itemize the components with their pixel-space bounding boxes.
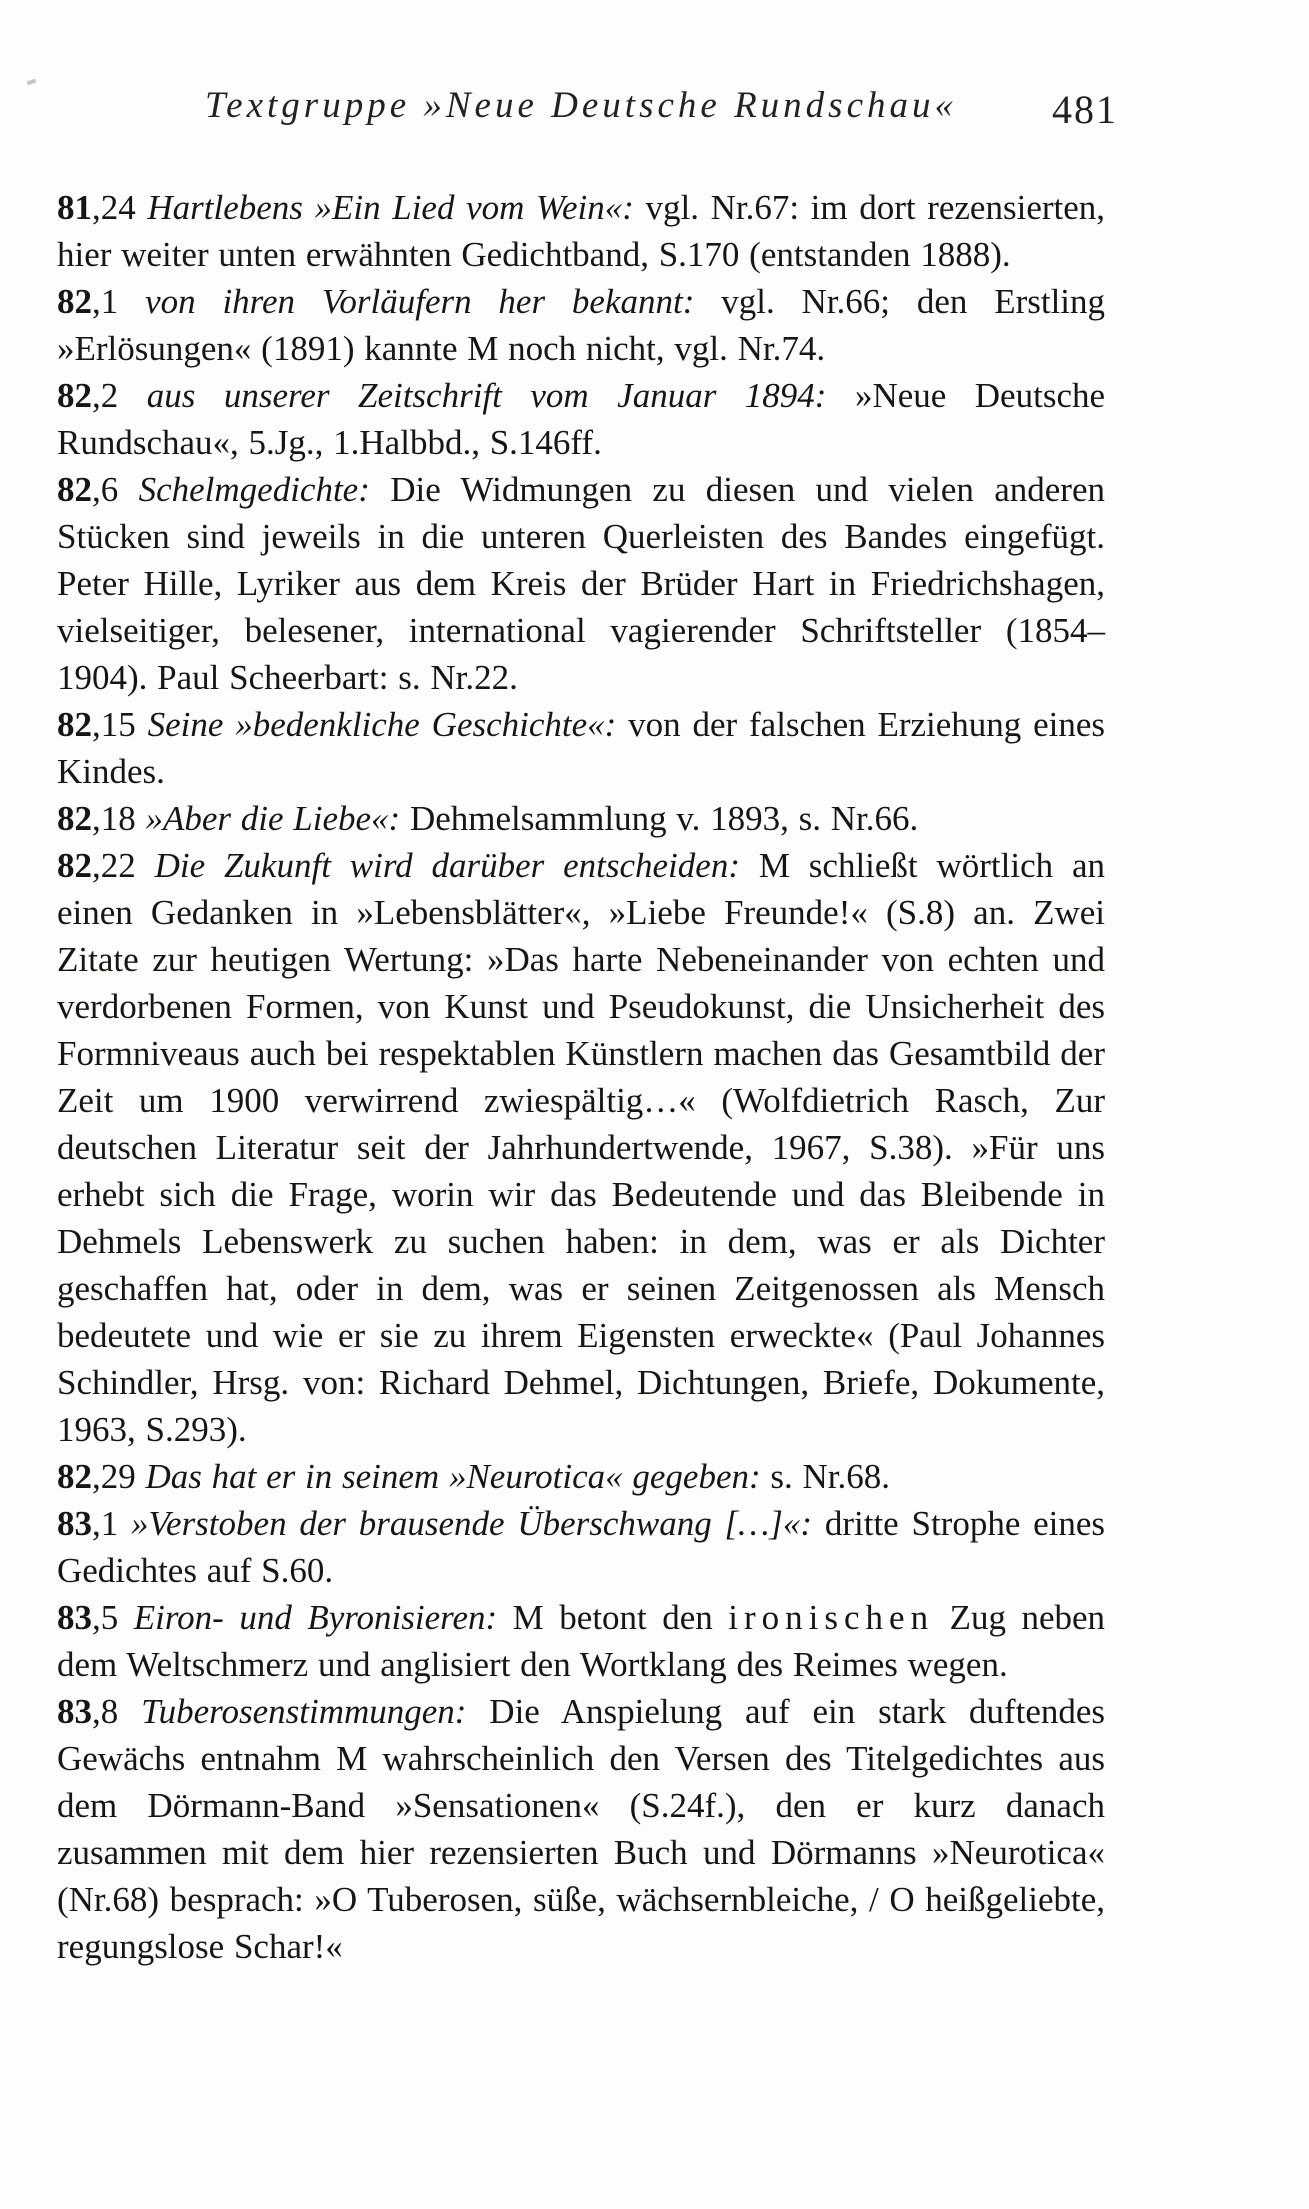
entry — [57, 1594, 1105, 1688]
entry-lemma: aus unserer Zeitschrift vom Januar 1894: — [146, 376, 827, 415]
entry-line: ,1 — [92, 282, 119, 321]
entry-lemma: Hartlebens »Ein Lied vom Wein«: — [147, 188, 634, 227]
entry-text: Dehmelsammlung v. 1893, s. Nr.66. — [409, 799, 919, 838]
entry-line: ,22 — [92, 846, 136, 885]
entry-ref: 83 — [57, 1504, 92, 1543]
entry — [57, 372, 1105, 466]
entry-text: Die Widmungen zu diesen und vielen anderen Stücken sind jeweils in die unteren Querleisten des Bandes eingefügt. Peter Hille, Lyriker aus dem Kreis der Brüder Hart in Friedrichshagen, vielseitiger, belesener, international vagierender Schriftsteller (1854–1904). Paul Scheerbart: s. Nr.22. — [57, 470, 1106, 697]
entry-line: ,29 — [92, 1457, 136, 1496]
entry-line: ,24 — [92, 188, 136, 227]
entry-text: »Neue Deutsche Rundschau«, 5.Jg., 1.Halbbd., S.146ff. — [57, 376, 1106, 462]
entry — [57, 701, 1105, 795]
entry-ref: 82 — [57, 1457, 92, 1496]
running-head: Textgruppe »Neue Deutsche Rundschau« — [205, 85, 957, 126]
entry-ref: 82 — [57, 470, 92, 509]
entry-ref: 82 — [57, 799, 92, 838]
entry — [57, 842, 1105, 1453]
entry — [57, 1500, 1105, 1594]
page-number: 481 — [1052, 87, 1118, 132]
entry-lemma: von ihren Vorläufern her bekannt: — [145, 282, 695, 321]
entry — [57, 1688, 1105, 1970]
entry-lemma: Schelmgedichte: — [138, 470, 370, 509]
entry-lemma: Tuberosenstimmungen: — [141, 1692, 467, 1731]
entry-line: ,5 — [92, 1598, 119, 1637]
entry-text: vgl. Nr.66; den Erstling »Erlösungen« (1891) kannte M noch nicht, vgl. Nr.74. — [57, 282, 1106, 368]
entry-ref: 83 — [57, 1598, 92, 1637]
entry-text: Die Anspielung auf ein stark duftendes Gewächs entnahm M wahrscheinlich den Versen des Titelgedichtes aus dem Dörmann-Band »Sensationen« (S.24f.), den er kurz danach zusammen mit dem hier rezensierten Buch und Dörmanns »Neurotica« (Nr.68) besprach: »O Tuberosen, süße, wächsernbleiche, / O heißgeliebte, regungslose Schar!« — [57, 1692, 1106, 1966]
entry-ref: 82 — [57, 846, 92, 885]
entry-ref: 82 — [57, 282, 92, 321]
entry-text: von der falschen Erziehung eines Kindes. — [57, 705, 1106, 791]
entry-lemma: »Verstoben der brausende Überschwang […]«: — [131, 1504, 813, 1543]
entry-lemma: Das hat er in seinem »Neurotica« gegeben: — [145, 1457, 761, 1496]
entry — [57, 184, 1105, 278]
entry-line: ,6 — [92, 470, 119, 509]
entry — [57, 1453, 1105, 1500]
entry-line: ,18 — [92, 799, 136, 838]
entry-text: dritte Strophe eines Gedichtes auf S.60. — [57, 1504, 1106, 1590]
entry-text-pre: M betont den — [512, 1598, 713, 1637]
entry-text: M schließt wörtlich an einen Gedanken in »Lebensblätter«, »Liebe Freunde!« (S.8) an. Zwei Zitate zur heutigen Wertung: »Das harte Nebeneinander von echten und verdorbenen Formen, von Kunst und Pseudokunst, die Unsicherheit des Formniveaus auch bei respektablen Künstlern machen das Gesamtbild der Zeit um 1900 verwirrend zwiespältig…« (Wolfdietrich Rasch, Zur deutschen Literatur seit der Jahrhundertwende, 1967, S.38). »Für uns erhebt sich die Frage, worin wir das Bedeutende und das Bleibende in Dehmels Lebenswerk zu suchen haben: in dem, was er als Dichter geschaffen hat, oder in dem, was er seinen Zeitgenossen als Mensch bedeutete und wie er sie zu ihrem Eigensten erweckte« (Paul Johannes Schindler, Hrsg. von: Richard Dehmel, Dichtungen, Briefe, Dokumente, 1963, S.293). — [57, 846, 1106, 1449]
commentary-block — [57, 184, 1105, 1970]
entry-line: ,15 — [92, 705, 136, 744]
entry-ref: 82 — [57, 376, 92, 415]
entry-text-post: Zug neben dem Weltschmerz und anglisiert den Wortklang des Reimes wegen. — [57, 1598, 1106, 1684]
entry — [57, 795, 1105, 842]
entry-line: ,2 — [92, 376, 119, 415]
entry-ref: 81 — [57, 188, 92, 227]
entry-text: vgl. Nr.67: im dort rezensierten, hier weiter unten erwähnten Gedichtband, S.170 (entstanden 1888). — [57, 188, 1106, 274]
entry — [57, 466, 1105, 701]
entry-lemma: Eiron- und Byronisieren: — [133, 1598, 498, 1637]
scan-artifact — [27, 79, 37, 86]
entry-line: ,8 — [92, 1692, 119, 1731]
entry-lemma: Seine »bedenkliche Geschichte«: — [147, 705, 617, 744]
entry-text-emphasized: ironischen — [728, 1598, 935, 1637]
entry — [57, 278, 1105, 372]
entry-lemma: Die Zukunft wird darüber entscheiden: — [154, 846, 740, 885]
entry-ref: 82 — [57, 705, 92, 744]
entry-text: s. Nr.68. — [770, 1457, 891, 1496]
entry-line: ,1 — [92, 1504, 119, 1543]
entry-lemma: »Aber die Liebe«: — [145, 799, 401, 838]
entry-ref: 83 — [57, 1692, 92, 1731]
